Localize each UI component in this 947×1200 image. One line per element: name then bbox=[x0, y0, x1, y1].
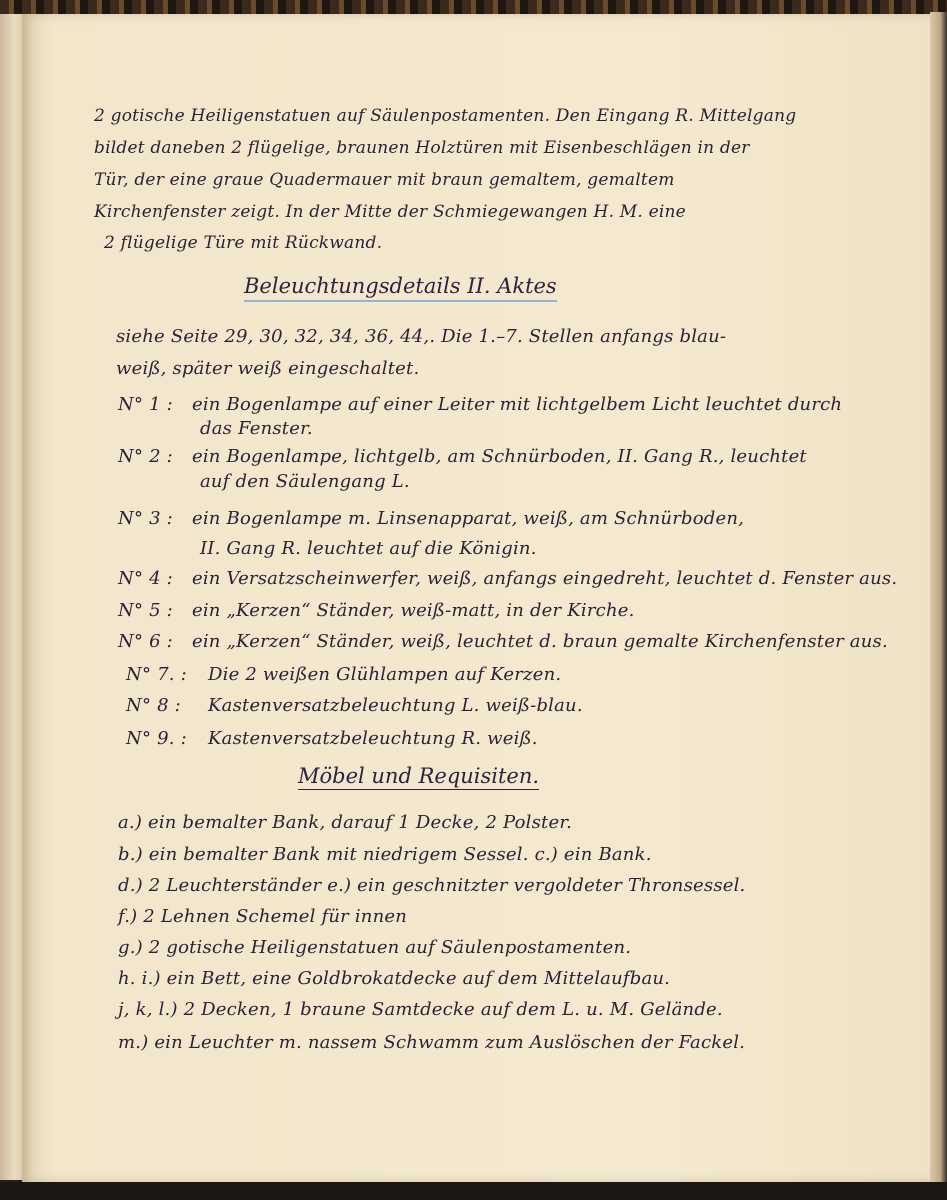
requisite-item: m.) ein Leuchter m. nassem Schwamm zum Auslöschen der Fackel. bbox=[118, 1032, 746, 1053]
item-text: ein Versatzscheinwerfer, weiß, anfangs eingedreht, leuchtet d. Fenster aus. bbox=[192, 568, 898, 589]
item-text: das Fenster. bbox=[200, 418, 313, 439]
section-intro-line: siehe Seite 29, 30, 32, 34, 36, 44,. Die 1.–7. Stellen anfangs blau- bbox=[116, 326, 727, 347]
item-text: Kastenversatzbeleuchtung L. weiß-blau. bbox=[208, 695, 583, 716]
facing-page-edge bbox=[0, 14, 24, 1180]
item-number: N° 6 : bbox=[118, 631, 173, 652]
requisite-item: f.) 2 Lehnen Schemel für innen bbox=[118, 906, 408, 927]
intro-line: 2 gotische Heiligenstatuen auf Säulenpostamenten. Den Eingang R. Mittelgang bbox=[94, 106, 797, 126]
item-text: ein Bogenlampe m. Linsenapparat, weiß, am Schnürboden, bbox=[192, 508, 745, 529]
requisite-item: d.) 2 Leuchterständer e.) ein geschnitzter vergoldeter Thronsessel. bbox=[118, 875, 746, 896]
item-text: II. Gang R. leuchtet auf die Königin. bbox=[200, 538, 537, 559]
item-text: auf den Säulengang L. bbox=[200, 471, 410, 492]
item-text: ein Bogenlampe, lichtgelb, am Schnürboden, II. Gang R., leuchtet bbox=[192, 446, 807, 467]
requisite-item: g.) 2 gotische Heiligenstatuen auf Säulenpostamenten. bbox=[118, 937, 632, 958]
background-strip bbox=[0, 1182, 947, 1200]
section-title-lighting: Beleuchtungsdetails II. Aktes bbox=[244, 274, 557, 302]
item-number: N° 2 : bbox=[118, 446, 173, 467]
requisite-item: a.) ein bemalter Bank, darauf 1 Decke, 2 Polster. bbox=[118, 812, 573, 833]
item-text: Die 2 weißen Glühlampen auf Kerzen. bbox=[208, 664, 562, 685]
page-stack-edge bbox=[930, 12, 947, 1187]
section-title-furniture: Möbel und Requisiten. bbox=[298, 764, 540, 788]
item-text: ein „Kerzen“ Ständer, weiß, leuchtet d. braun gemalte Kirchenfenster aus. bbox=[192, 631, 888, 652]
item-number: N° 9. : bbox=[126, 728, 187, 749]
requisite-item: h. i.) ein Bett, eine Goldbrokatdecke auf dem Mittelaufbau. bbox=[118, 968, 671, 989]
item-number: N° 1 : bbox=[118, 394, 173, 415]
item-number: N° 7. : bbox=[126, 664, 187, 685]
section-intro-line: weiß, später weiß eingeschaltet. bbox=[116, 358, 420, 379]
item-text: Kastenversatzbeleuchtung R. weiß. bbox=[208, 728, 538, 749]
intro-line: Tür, der eine graue Quadermauer mit braun gemaltem, gemaltem bbox=[94, 170, 675, 190]
intro-line: Kirchenfenster zeigt. In der Mitte der Schmiegewangen H. M. eine bbox=[94, 202, 686, 222]
item-number: N° 5 : bbox=[118, 600, 173, 621]
item-number: N° 3 : bbox=[118, 508, 173, 529]
intro-line: 2 flügelige Türe mit Rückwand. bbox=[104, 233, 383, 253]
item-text: ein Bogenlampe auf einer Leiter mit lichtgelbem Licht leuchtet durch bbox=[192, 394, 843, 415]
item-number: N° 4 : bbox=[118, 568, 173, 589]
requisite-item: j, k, l.) 2 Decken, 1 braune Samtdecke auf dem L. u. M. Gelände. bbox=[118, 999, 723, 1020]
intro-line: bildet daneben 2 flügelige, braunen Holztüren mit Eisenbeschlägen in der bbox=[94, 138, 750, 158]
item-number: N° 8 : bbox=[126, 695, 181, 716]
requisite-item: b.) ein bemalter Bank mit niedrigem Sessel. c.) ein Bank. bbox=[118, 844, 652, 865]
item-text: ein „Kerzen“ Ständer, weiß-matt, in der Kirche. bbox=[192, 600, 635, 621]
